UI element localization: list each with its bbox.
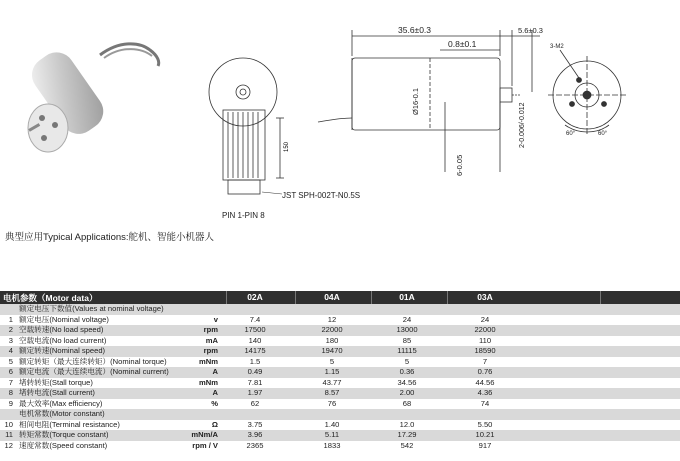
parameter-value: 140 xyxy=(248,335,262,345)
table-row xyxy=(0,367,680,378)
parameter-name: 额定转矩（最大连续转矩）(Nominal torque) xyxy=(19,356,167,366)
table-row xyxy=(0,420,680,431)
table-row xyxy=(0,315,680,326)
tolerance-dimension: 2-0.006/-0.012 xyxy=(519,102,526,148)
row-number: 4 xyxy=(8,346,13,355)
parameter-value: 5 xyxy=(404,356,410,366)
parameter-value: 17500 xyxy=(244,325,266,334)
parameter-value: 542 xyxy=(400,440,414,450)
parameter-unit: A xyxy=(212,367,218,376)
row-number: 5 xyxy=(8,356,13,366)
header-divider xyxy=(371,291,372,304)
parameter-name: 额定电压下数值(Values at nominal voltage) xyxy=(19,304,164,313)
typical-applications-caption: 典型应用Typical Applications:舵机、智能小机器人 xyxy=(5,232,215,243)
parameter-name: 堵转转矩(Stall torque) xyxy=(19,377,93,387)
shaft-length-dimension: 5.6±0.3 xyxy=(518,26,543,35)
parameter-value: 68 xyxy=(402,398,412,408)
parameter-value: 0.76 xyxy=(477,367,493,376)
parameter-value: 34.56 xyxy=(397,377,417,387)
parameter-value: 24 xyxy=(480,314,490,324)
parameter-value: 917 xyxy=(478,440,492,450)
parameter-value: 12 xyxy=(327,314,337,324)
parameter-value: 74 xyxy=(480,398,490,408)
parameter-unit: rpm / V xyxy=(192,440,218,450)
parameter-value: 3.75 xyxy=(247,419,263,429)
parameter-value: 0.36 xyxy=(399,367,415,376)
row-number: 8 xyxy=(8,388,13,397)
row-number: 10 xyxy=(4,419,13,429)
table-row xyxy=(0,378,680,389)
parameter-unit: mNm/A xyxy=(191,430,218,439)
parameter-value: 76 xyxy=(327,398,337,408)
parameter-name: 额定转速(Nominal speed) xyxy=(19,346,106,355)
parameter-value: 1833 xyxy=(323,440,341,450)
parameter-value: 5 xyxy=(329,356,335,366)
column-header: 01A xyxy=(399,292,415,302)
parameter-name: 额定电压(Nominal voltage) xyxy=(19,314,109,324)
parameter-unit: rpm xyxy=(203,346,218,355)
parameter-unit: mNm xyxy=(199,356,218,366)
parameter-value: 18590 xyxy=(474,346,496,355)
parameter-value: 7.81 xyxy=(247,377,263,387)
parameter-value: 7.4 xyxy=(249,314,261,324)
table-row xyxy=(0,388,680,399)
parameter-value: 0.49 xyxy=(247,367,263,376)
angle-right-label: 60° xyxy=(598,131,608,137)
table-row xyxy=(0,336,680,347)
row-number: 9 xyxy=(8,398,13,408)
parameter-unit: A xyxy=(212,388,218,397)
parameter-name: 额定电流（最大连续电流）(Nominal current) xyxy=(19,367,169,376)
angle-left-label: 60° xyxy=(566,131,576,137)
parameter-value: 2365 xyxy=(246,440,264,450)
connector-label: JST SPH-002T-N0.5S xyxy=(282,191,361,200)
parameter-value: 17.29 xyxy=(397,430,417,439)
pin-label: PIN 1-PIN 8 xyxy=(222,211,265,220)
row-number: 7 xyxy=(8,377,13,387)
parameter-unit: Ω xyxy=(211,419,218,429)
table-row xyxy=(0,399,680,410)
wire-length-label: 150 xyxy=(284,141,290,152)
parameter-value: 1.97 xyxy=(247,388,263,397)
parameter-value: 110 xyxy=(478,335,492,345)
row-number: 1 xyxy=(8,314,13,324)
parameter-value: 13000 xyxy=(396,325,418,334)
parameter-value: 62 xyxy=(250,398,260,408)
row-number: 12 xyxy=(4,440,13,450)
parameter-value: 11115 xyxy=(397,346,417,355)
parameter-unit: rpm xyxy=(203,325,218,334)
table-row xyxy=(0,357,680,368)
parameter-value: 2.00 xyxy=(399,388,415,397)
screw-label: 3-M2 xyxy=(550,44,564,50)
header-divider xyxy=(600,291,601,304)
parameter-name: 堵转电流(Stall current) xyxy=(19,388,95,397)
parameter-name: 空载转速(No load speed) xyxy=(19,325,104,334)
column-header: 03A xyxy=(477,292,493,302)
parameter-value: 180 xyxy=(325,335,339,345)
parameter-value: 24 xyxy=(402,314,412,324)
parameter-name: 速度常数(Speed constant) xyxy=(19,440,108,450)
table-row xyxy=(0,325,680,336)
parameter-value: 7 xyxy=(482,356,488,366)
parameter-value: 1.40 xyxy=(324,419,340,429)
parameter-value: 22000 xyxy=(321,325,343,334)
header-divider xyxy=(447,291,448,304)
parameter-value: 5.50 xyxy=(477,419,493,429)
parameter-value: 1.15 xyxy=(324,367,340,376)
column-header: 02A xyxy=(247,292,263,302)
parameter-unit: mA xyxy=(205,335,218,345)
shaft-diameter-dimension: 6-0.05 xyxy=(455,154,464,176)
table-title: 电机参数（Motor data） xyxy=(3,293,98,303)
parameter-name: 相间电阻(Terminal resistance) xyxy=(19,419,120,429)
parameter-unit: mNm xyxy=(199,377,218,387)
parameter-value: 5.11 xyxy=(324,430,340,439)
row-number: 11 xyxy=(5,430,13,439)
row-number: 6 xyxy=(8,367,13,376)
parameter-name: 转矩常数(Torque constant) xyxy=(19,430,109,439)
column-header: 04A xyxy=(324,292,340,302)
parameter-value: 4.36 xyxy=(477,388,493,397)
row-number: 2 xyxy=(8,325,13,334)
parameter-name: 最大效率(Max efficiency) xyxy=(19,398,103,408)
parameter-value: 19470 xyxy=(321,346,343,355)
parameter-value: 12.0 xyxy=(399,419,415,429)
parameter-value: 10.21 xyxy=(475,430,495,439)
parameter-value: 85 xyxy=(402,335,412,345)
parameter-value: 8.57 xyxy=(324,388,340,397)
end-view-flex-cable xyxy=(209,58,284,194)
table-row xyxy=(0,346,680,357)
parameter-value: 14175 xyxy=(244,346,266,355)
parameter-value: 44.56 xyxy=(475,377,495,387)
table-row xyxy=(0,430,680,441)
parameter-value: 1.5 xyxy=(249,356,261,366)
table-row xyxy=(0,304,680,315)
header-divider xyxy=(295,291,296,304)
row-number: 3 xyxy=(8,335,13,345)
parameter-value: 43.77 xyxy=(322,377,342,387)
side-view xyxy=(318,30,540,172)
parameter-value: 22000 xyxy=(474,325,496,334)
table-header xyxy=(0,291,680,304)
parameter-unit: v xyxy=(213,314,218,324)
parameter-name: 空载电流(No load current) xyxy=(19,335,107,345)
header-divider xyxy=(226,291,227,304)
parameter-unit: % xyxy=(211,398,218,408)
motor-data-table xyxy=(0,291,680,451)
motor-photo xyxy=(25,44,159,152)
parameter-name: 电机常数(Motor constant) xyxy=(19,409,105,418)
table-row xyxy=(0,409,680,420)
motor-technical-drawing xyxy=(0,0,680,225)
gap-dimension: 0.8±0.1 xyxy=(448,39,477,49)
length-dimension: 35.6±0.3 xyxy=(398,25,432,35)
parameter-value: 3.96 xyxy=(247,430,263,439)
body-diameter-dimension: Ø16-0.1 xyxy=(411,87,420,115)
table-row xyxy=(0,441,680,452)
front-view xyxy=(548,50,626,134)
